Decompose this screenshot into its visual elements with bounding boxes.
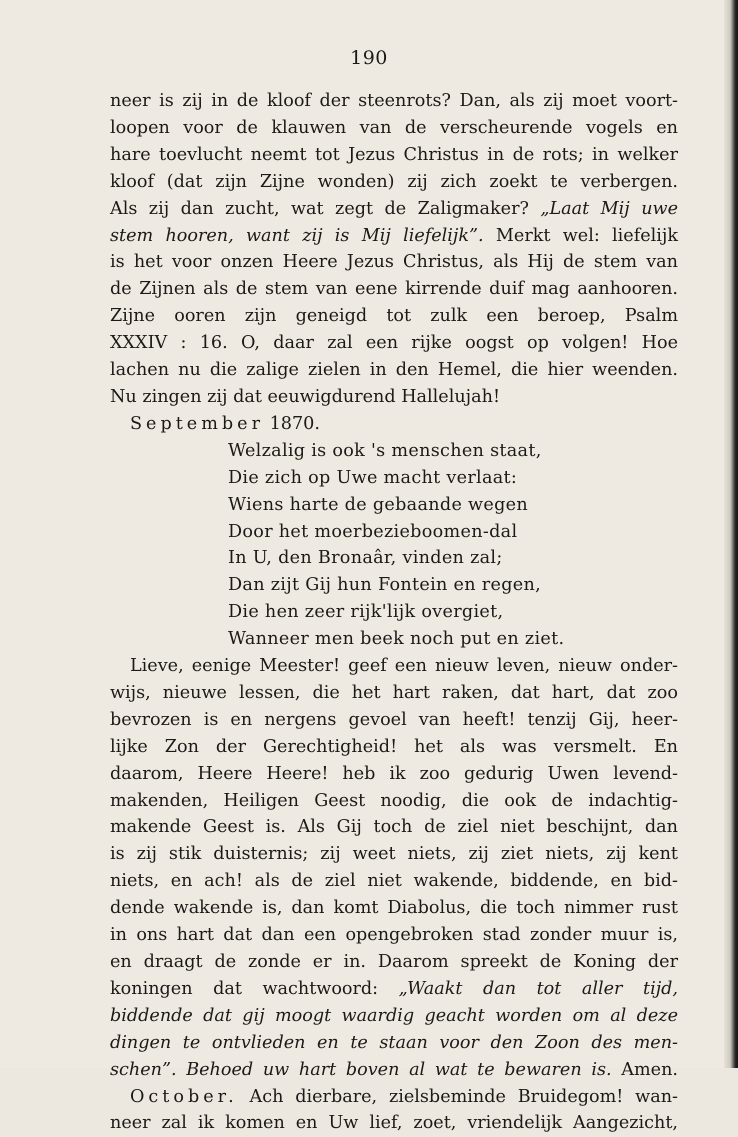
text-line: XXXIV : 16. O, daar zal een rijke oogst op volgen! Hoe: [110, 333, 678, 354]
text-line: Lieve, eenige Meester! geef een nieuw leven, nieuw onder-: [130, 656, 678, 677]
text-line: wijs, nieuwe lessen, die het hart raken, dat hart, dat zoo: [110, 682, 678, 703]
text-line: in ons hart dat dan een opengebroken stad zonder muur is,: [110, 925, 678, 946]
text-line: makende Geest is. Als Gij toch de ziel niet beschijnt, dan: [110, 817, 678, 838]
text-line: daarom, Heere Heere! heb ik zoo gedurig Uwen levend-: [110, 763, 678, 784]
verse-line: Welzalig is ook 's menschen staat,: [228, 440, 542, 461]
verse-line: In U, den Bronaâr, vinden zal;: [228, 548, 503, 569]
text-line: bevrozen is en nergens gevoel van heeft! tenzij Gij, heer-: [110, 709, 678, 730]
text-line: [110, 1057, 678, 1084]
text-line: [110, 196, 678, 223]
text-line: [110, 976, 678, 1003]
text-line: loopen voor de klauwen van de verscheurende vogels en: [110, 117, 678, 138]
text-run: Amen.: [611, 1059, 678, 1080]
september-heading: [110, 411, 678, 438]
text-line: is zij stik duisternis; zij weet niets, zij ziet niets, zij kent: [110, 844, 678, 865]
text-run: koningen dat wachtwoord:: [110, 978, 399, 999]
italic-quote: „Laat Mij uwe: [540, 198, 678, 219]
page-number: 190: [350, 47, 388, 69]
text-line: hare toevlucht neemt tot Jezus Christus in de rots; in welker: [110, 144, 678, 165]
italic-quote: stem hooren, want zij is Mij liefelijk”.: [110, 225, 484, 246]
text-run: Ach dierbare, zielsbeminde Bruidegom! wan-: [237, 1086, 678, 1107]
verse-stanza: [110, 438, 678, 653]
text-line: neer zal ik komen en Uw lief, zoet, vriendelijk Aangezicht,: [110, 1113, 678, 1134]
italic-line: dingen te ontvlieden en te staan voor den Zoon des men-: [110, 1032, 678, 1053]
text-line: niets, en ach! als de ziel niet wakende, biddende, en bid-: [110, 871, 678, 892]
text-run: Als zij dan zucht, wat zegt de Zaligmaker?: [110, 198, 541, 219]
year: 1870.: [263, 413, 320, 434]
verse-line: Wiens harte de gebaande wegen: [228, 494, 529, 515]
text-line: en draagt de zonde er in. Daarom spreekt de Koning der: [110, 952, 678, 972]
month-name: September: [130, 413, 264, 434]
text-line: [110, 223, 678, 250]
october-heading: October.: [130, 1086, 238, 1107]
text-line: lachen nu die zalige zielen in den Hemel, die hier weenden.: [110, 360, 678, 381]
verse-line: Die zich op Uwe macht verlaat:: [228, 467, 518, 488]
verse-line: Door het moerbezieboomen-dal: [228, 521, 518, 542]
verse-line: Die hen zeer rijk'lijk overgiet,: [228, 602, 504, 623]
italic-line: biddende dat gij moogt waardig geacht worden om al deze: [110, 1005, 678, 1026]
page-edge-shadow: [724, 0, 738, 1068]
text-line: kloof (dat zijn Zijne wonden) zij zich zoekt te verbergen.: [110, 171, 678, 192]
text-line: de Zijnen als de stem van eene kirrende duif mag aanhooren.: [110, 279, 678, 300]
text-line: Nu zingen zij dat eeuwigdurend Hallelujah!: [110, 386, 501, 407]
verse-line: Wanneer men beek noch put en ziet.: [228, 629, 565, 650]
text-line: is het voor onzen Heere Jezus Christus, als Hij de stem van: [110, 252, 678, 273]
paragraph-3: [110, 1084, 678, 1137]
paragraph-2: [110, 653, 678, 1084]
text-line: neer is zij in de kloof der steenrots? Dan, als zij moet voort-: [110, 91, 678, 111]
text-line: makenden, Heiligen Geest noodig, die ook de indachtig-: [110, 790, 678, 811]
text-line: dende wakende is, dan komt Diabolus, die toch nimmer rust: [110, 898, 678, 919]
text-run: Merkt wel: liefelijk: [483, 225, 678, 246]
italic-quote: „Waakt dan tot aller tijd,: [398, 978, 679, 999]
verse-line: Dan zijt Gij hun Fontein en regen,: [228, 575, 542, 596]
text-line: [110, 1084, 678, 1111]
body-text: [110, 88, 678, 1137]
paragraph-1: [110, 88, 678, 411]
italic-quote: schen”. Behoed uw hart boven al wat te bewaren is.: [110, 1059, 612, 1080]
text-line: Zijne ooren zijn geneigd tot zulk een beroep, Psalm: [110, 306, 678, 327]
text-line: lijke Zon der Gerechtigheid! het als was versmelt. En: [110, 736, 678, 757]
